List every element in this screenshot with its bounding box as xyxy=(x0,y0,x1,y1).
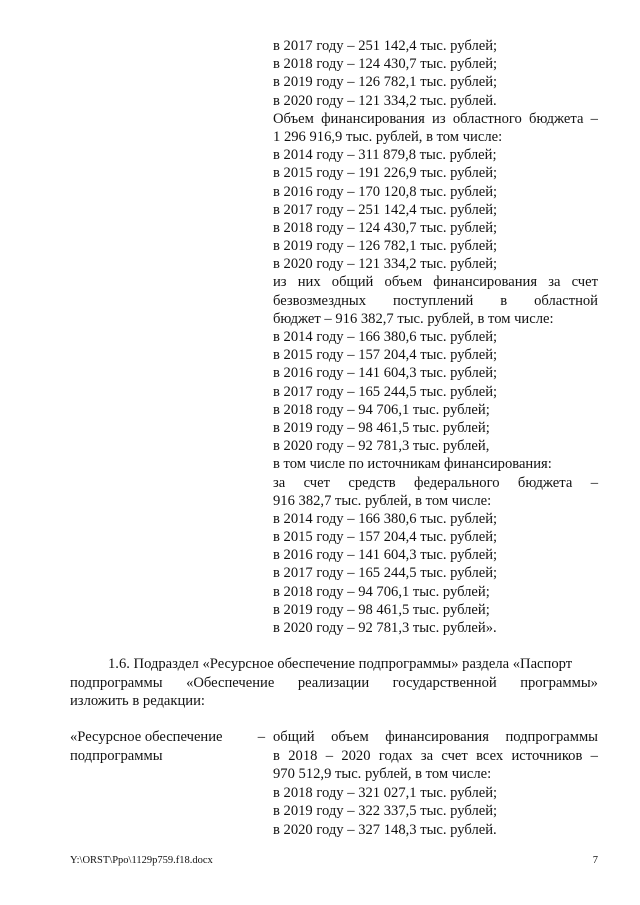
year-amount-line: в 2018 году – 321 027,1 тыс. рублей; xyxy=(273,784,498,801)
gratuitous-line-2 xyxy=(273,292,598,310)
word: 2018 xyxy=(288,747,318,764)
word: за xyxy=(273,474,286,491)
year-amount-line: в 2018 году – 124 430,7 тыс. рублей; xyxy=(273,219,498,236)
gratuitous-years xyxy=(273,328,598,455)
word: бюджета xyxy=(517,474,573,491)
year-amount-line: в 2017 году – 165 244,5 тыс. рублей; xyxy=(273,565,498,582)
word: программы» xyxy=(520,674,598,691)
year-amount-line: в 2018 году – 94 706,1 тыс. рублей; xyxy=(273,401,490,418)
year-amount-line: в 2020 году – 92 781,3 тыс. рублей, xyxy=(273,438,490,455)
section-line-1: 1.6. Подраздел «Ресурсное обеспечение подпрограммы» раздела «Паспорт xyxy=(108,656,573,672)
word: – xyxy=(590,747,598,764)
word: источников xyxy=(511,747,583,764)
section-line-3: изложить в редакции: xyxy=(70,693,205,710)
federal-intro-line xyxy=(273,474,598,492)
regional-years xyxy=(273,146,598,273)
footer-file-path: Y:\ORST\Ppo\1129p759.f18.docx xyxy=(70,855,213,866)
year-amount-line: в 2014 году – 166 380,6 тыс. рублей; xyxy=(273,510,498,527)
word: поступлений xyxy=(392,292,474,309)
resource-label-line-2: подпрограммы xyxy=(70,747,163,764)
year-amount-line: в 2018 году – 94 706,1 тыс. рублей; xyxy=(273,583,490,600)
year-amount-line: в 2017 году – 165 244,5 тыс. рублей; xyxy=(273,383,498,400)
word: государственной xyxy=(392,674,497,691)
regional-total: 1 296 916,9 тыс. рублей, в том числе: xyxy=(273,128,503,145)
word: областного xyxy=(452,110,522,127)
block-total-years xyxy=(273,37,598,110)
year-amount-line: в 2015 году – 191 226,9 тыс. рублей; xyxy=(273,165,498,182)
resource-line-2 xyxy=(273,747,598,766)
word: общий xyxy=(331,274,374,291)
year-amount-line: в 2016 году – 141 604,3 тыс. рублей; xyxy=(273,365,498,382)
federal-total: 916 382,7 тыс. рублей, в том числе: xyxy=(273,492,492,509)
year-amount-line: в 2019 году – 98 461,5 тыс. рублей; xyxy=(273,601,490,618)
word: в xyxy=(273,747,280,764)
section-1-6 xyxy=(70,655,598,711)
year-amount-line: в 2019 году – 126 782,1 тыс. рублей; xyxy=(273,74,498,91)
word: из xyxy=(432,110,446,127)
word: реализации xyxy=(297,674,370,691)
year-amount-line: в 2019 году – 126 782,1 тыс. рублей; xyxy=(273,238,498,255)
word: за xyxy=(548,274,561,291)
year-amount-line: в 2019 году – 322 337,5 тыс. рублей; xyxy=(273,803,498,820)
resource-line-3: 970 512,9 тыс. рублей, в том числе: xyxy=(273,766,492,783)
word: счет xyxy=(441,747,468,764)
resource-label-line-1: «Ресурсное обеспечение xyxy=(70,729,223,745)
financing-column xyxy=(273,37,598,637)
resource-line-1 xyxy=(273,728,598,747)
year-amount-line: в 2015 году – 157 204,4 тыс. рублей; xyxy=(273,347,498,364)
year-amount-line: в 2017 году – 251 142,4 тыс. рублей; xyxy=(273,38,498,54)
federal-years xyxy=(273,510,598,637)
year-amount-line: в 2016 году – 170 120,8 тыс. рублей; xyxy=(273,183,498,200)
year-amount-line: в 2020 году – 121 334,2 тыс. рублей. xyxy=(273,92,497,109)
word: счет xyxy=(571,274,598,291)
word: подпрограммы xyxy=(505,729,598,745)
word: общий xyxy=(273,729,315,745)
word: – xyxy=(590,474,598,491)
year-amount-line: в 2014 году – 311 879,8 тыс. рублей; xyxy=(273,147,497,164)
word: финансирования xyxy=(385,729,489,745)
word: финансирования xyxy=(321,110,425,127)
regional-intro-line xyxy=(273,110,598,128)
word: бюджета xyxy=(529,110,584,127)
year-amount-line: в 2018 году – 124 430,7 тыс. рублей; xyxy=(273,56,498,73)
word: «Обеспечение xyxy=(186,674,275,691)
word: всех xyxy=(476,747,504,764)
year-amount-line: в 2020 году – 92 781,3 тыс. рублей». xyxy=(273,620,497,636)
year-amount-line: в 2017 году – 251 142,4 тыс. рублей; xyxy=(273,201,498,218)
word: 2020 xyxy=(341,747,371,764)
year-amount-line: в 2020 году – 327 148,3 тыс. рублей. xyxy=(273,821,497,838)
word: годах xyxy=(378,747,413,764)
section-line-2 xyxy=(70,674,598,693)
gratuitous-line-3: бюджет – 916 382,7 тыс. рублей, в том числе: xyxy=(273,310,554,327)
word: за xyxy=(420,747,434,764)
word: Объем xyxy=(273,110,314,127)
footer xyxy=(70,855,598,866)
word: из xyxy=(273,274,287,291)
gratuitous-line-1 xyxy=(273,273,598,291)
year-amount-line: в 2015 году – 157 204,4 тыс. рублей; xyxy=(273,529,498,546)
word: областной xyxy=(534,292,598,309)
word: счет xyxy=(303,474,331,491)
year-amount-line: в 2014 году – 166 380,6 тыс. рублей; xyxy=(273,329,498,345)
resource-body xyxy=(273,728,598,840)
footer-page-number: 7 xyxy=(592,855,598,866)
word: в xyxy=(500,292,508,309)
word: подпрограммы xyxy=(70,674,163,691)
sources-line: в том числе по источникам финансирования: xyxy=(273,456,552,473)
word: финансирования xyxy=(433,274,538,291)
word: средств xyxy=(348,474,396,491)
resource-years xyxy=(273,784,598,840)
year-amount-line: в 2020 году – 121 334,2 тыс. рублей; xyxy=(273,256,498,273)
word: объем xyxy=(384,274,423,291)
resource-label-dash: – xyxy=(257,729,265,745)
resource-label xyxy=(70,728,265,765)
word: них xyxy=(297,274,321,291)
year-amount-line: в 2016 году – 141 604,3 тыс. рублей; xyxy=(273,547,498,564)
word: – xyxy=(590,110,598,127)
year-amount-line: в 2019 году – 98 461,5 тыс. рублей; xyxy=(273,419,490,436)
word: безвозмездных xyxy=(273,292,367,309)
word: – xyxy=(325,747,334,764)
word: объем xyxy=(331,729,369,745)
word: федерального xyxy=(414,474,500,491)
